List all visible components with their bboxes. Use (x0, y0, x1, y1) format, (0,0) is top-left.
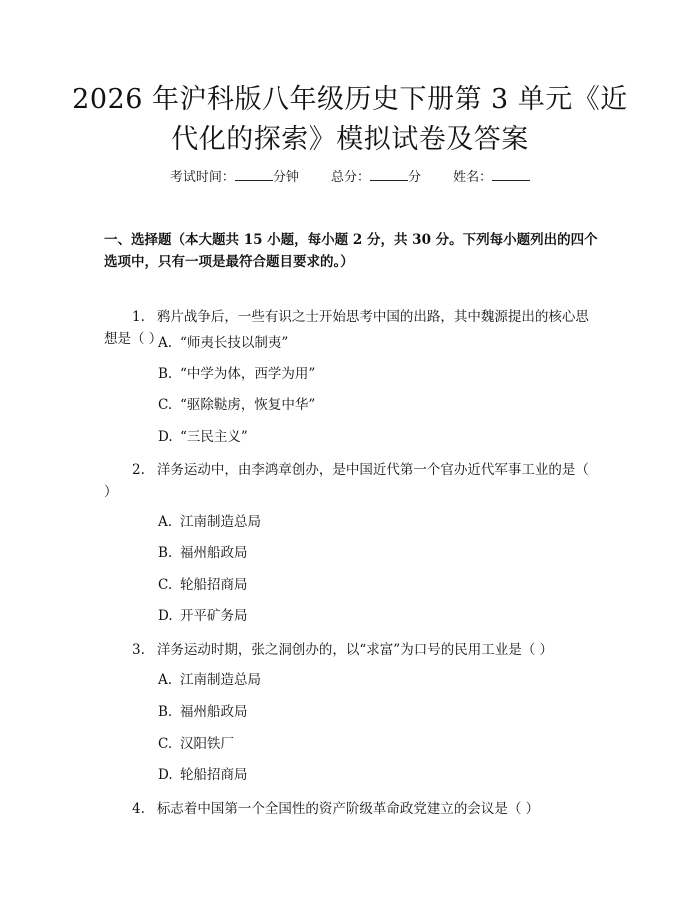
question-text: 洋务运动中，由李鸿章创办，是中国近代第一个官办近代军事工业的是（ ） (104, 462, 589, 500)
option-letter: B. (158, 545, 173, 561)
question-3-option-c (158, 734, 234, 754)
question-text: 鸦片战争后，一些有识之士开始思考中国的出路，其中魏源提出的核心思想是（ ） (104, 309, 589, 347)
time-field (170, 168, 299, 188)
title-line-2: 代化的探索》模拟试卷及答案 (171, 124, 529, 155)
option-text: “师夷长技以制夷” (180, 335, 289, 351)
exam-meta (0, 168, 700, 188)
question-1-option-d (158, 427, 248, 447)
option-letter: A. (158, 514, 173, 530)
score-field (331, 168, 421, 188)
option-letter: B. (158, 366, 173, 382)
question-number: 3. (132, 642, 145, 658)
time-blank (235, 168, 273, 181)
option-letter: D. (158, 767, 173, 783)
score-label: 总分： (330, 170, 370, 185)
option-letter: A. (158, 672, 173, 688)
question-number: 1. (132, 309, 145, 325)
option-text: “中学为体，西学为用” (180, 366, 316, 382)
question-1-option-a (158, 333, 288, 353)
option-letter: C. (158, 577, 173, 593)
name-blank (492, 168, 530, 181)
question-number: 2. (132, 462, 145, 478)
name-field (453, 168, 530, 188)
option-letter: C. (158, 736, 173, 752)
score-blank (370, 168, 408, 181)
option-text: 福州船政局 (180, 704, 248, 720)
option-letter: B. (158, 704, 173, 720)
question-1-option-b (158, 364, 315, 384)
time-unit: 分钟 (272, 170, 299, 185)
question-3-option-b (158, 702, 248, 722)
option-text: 轮船招商局 (180, 767, 248, 783)
option-text: “三民主义” (180, 429, 248, 445)
question-2-option-a (158, 512, 261, 532)
time-label: 考试时间： (169, 170, 235, 185)
title-line-1: 2026 年沪科版八年级历史下册第 3 单元《近 (72, 84, 628, 115)
option-letter: D. (158, 608, 173, 624)
option-letter: D. (158, 429, 173, 445)
score-unit: 分 (408, 170, 422, 185)
question-text: 标志着中国第一个全国性的资产阶级革命政党建立的会议是（ ） (156, 801, 540, 817)
option-text: 福州船政局 (180, 545, 248, 561)
option-text: 轮船招商局 (180, 577, 248, 593)
option-text: “驱除鞑虏，恢复中华” (180, 397, 316, 413)
question-3-option-a (158, 670, 261, 690)
question-2-option-c (158, 575, 248, 595)
option-text: 江南制造总局 (180, 514, 261, 530)
question-2 (104, 459, 599, 503)
option-text: 江南制造总局 (180, 672, 261, 688)
question-2-option-b (158, 543, 248, 563)
question-number: 4. (132, 801, 145, 817)
option-letter: A. (158, 335, 173, 351)
question-4 (104, 798, 599, 820)
option-text: 开平矿务局 (180, 608, 248, 624)
option-text: 汉阳铁厂 (180, 736, 234, 752)
option-letter: C. (158, 397, 173, 413)
question-3 (104, 639, 599, 661)
question-3-option-d (158, 765, 248, 785)
question-1-option-c (158, 395, 315, 415)
section-heading: 一、选择题（本大题共 15 小题，每小题 2 分，共 30 分。下列每小题列出的四个选项中，只有一项是最符合题目要求的。） (104, 232, 598, 270)
name-label: 姓名： (453, 170, 493, 185)
page-title (60, 80, 640, 160)
question-text: 洋务运动时期，张之洞创办的，以“求富”为口号的民用工业是（ ） (156, 642, 553, 658)
question-2-option-d (158, 606, 248, 626)
